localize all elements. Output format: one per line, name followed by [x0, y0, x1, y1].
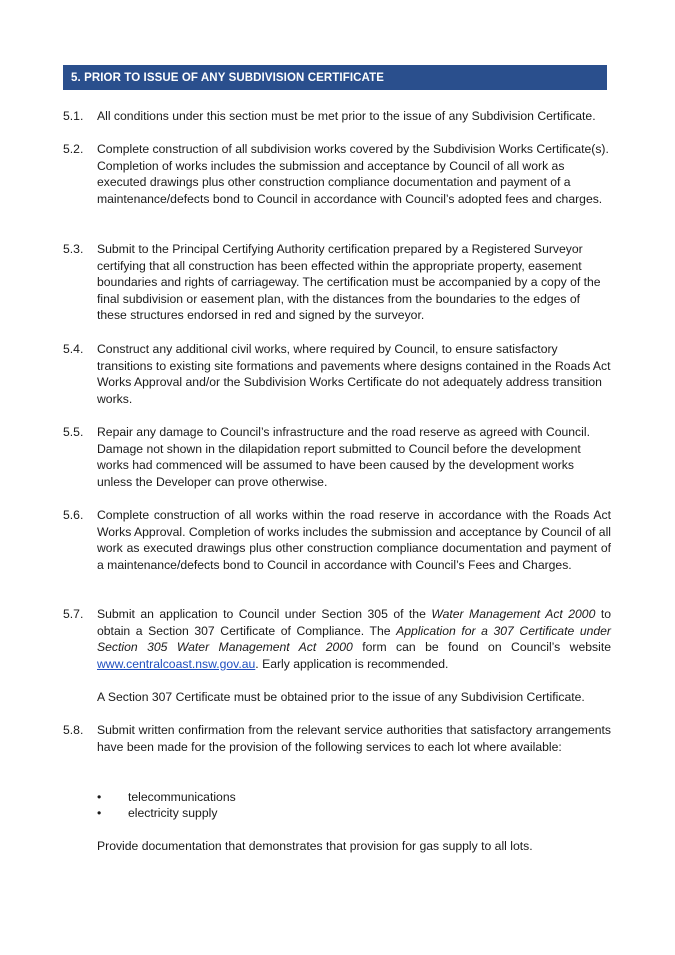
condition-text: Construct any additional civil works, where required by Council, to ensure satisfactory transitions to existing site formations and pavements where designs contained in the Roads Act Works Approval and/or the Subdivision Works Certificate do not adequately address transition works. — [97, 342, 611, 406]
service-label: telecommunications — [128, 790, 236, 804]
condition-text: Submit to the Principal Certifying Authority certification prepared by a Registered Surveyor certifying that all construction has been effected within the appropriate property, easement boundaries and rights of carriageway. The certification must be accompanied by a copy of the final subdivision or easement plan, with the distances from the boundaries to the edges of these structures endorsed in red and signed by the surveyor. — [97, 242, 601, 322]
condition-text — [97, 606, 611, 672]
condition-text: Complete construction of all subdivision works covered by the Subdivision Works Certificate(s). Completion of works includes the submission and acceptance by Council of all work as executed drawings plus other construction compliance documentation and payment of a maintenance/defects bond to Council in accordance with Council’s adopted fees and charges. — [97, 142, 609, 206]
condition-number: 5.7. — [63, 607, 84, 621]
condition-number: 5.4. — [63, 342, 84, 356]
condition-text-part: Submit an application to Council under Section 305 of the — [97, 607, 432, 621]
condition-number: 5.5. — [63, 425, 84, 439]
condition-text-part: . Early application is recommended. — [255, 656, 449, 671]
condition-number: 5.3. — [63, 242, 84, 256]
condition-number: 5.2. — [63, 142, 84, 156]
form-title: Application for a 307 Certificate under Section 305 Water Management Act 2000 — [97, 623, 611, 654]
condition-text-part: to obtain a Section 307 Certificate of Compliance. The — [97, 607, 611, 638]
bullet-icon: • — [97, 790, 102, 804]
condition-text: Complete construction of all works within the road reserve in accordance with the Roads Act Works Approval. Completion of works includes the submission and acceptance by Council of all work as executed drawings plus other construction compliance documentation and payment of a maintenance/defects bond to Council in accordance with Council’s Fees and Charges. — [97, 508, 611, 572]
condition-text: Repair any damage to Council’s infrastructure and the road reserve as agreed with Council. Damage not shown in the dilapidation report submitted to Council before the development works had commenced will be assumed to have been caused by the development works unless the Developer can prove otherwise. — [97, 425, 590, 489]
section-header-title: 5. PRIOR TO ISSUE OF ANY SUBDIVISION CERTIFICATE — [71, 71, 384, 84]
condition-number: 5.1. — [63, 109, 84, 123]
condition-text-part: form can be found on Council’s website — [352, 640, 612, 654]
section-307-note: A Section 307 Certificate must be obtained prior to the issue of any Subdivision Certificate. — [97, 690, 585, 704]
act-title: Water Management Act 2000 — [431, 607, 596, 621]
condition-number: 5.6. — [63, 508, 84, 522]
condition-text: All conditions under this section must be met prior to the issue of any Subdivision Certificate. — [97, 109, 596, 123]
service-label: electricity supply — [128, 806, 218, 820]
condition-number: 5.8. — [63, 723, 84, 737]
council-website-link[interactable]: www.centralcoast.nsw.gov.au — [97, 656, 256, 671]
section-header-bar — [63, 65, 607, 90]
gas-supply-note: Provide documentation that demonstrates that provision for gas supply to all lots. — [97, 839, 533, 853]
bullet-icon: • — [97, 806, 102, 820]
condition-text: Submit written confirmation from the relevant service authorities that satisfactory arrangements have been made for the provision of the following services to each lot where available: — [97, 723, 611, 754]
